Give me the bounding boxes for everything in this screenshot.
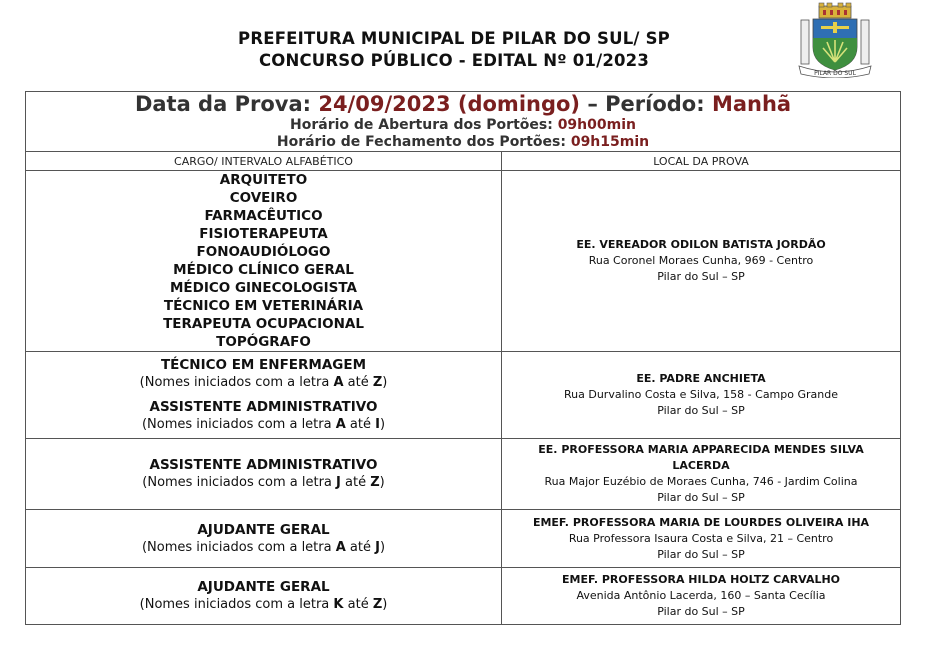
svg-text:PILAR DO SUL: PILAR DO SUL <box>814 70 856 77</box>
cargo-name: MÉDICO CLÍNICO GERAL <box>173 262 354 278</box>
cargo-name: AJUDANTE GERAL <box>197 521 330 538</box>
cargo-cell <box>26 352 502 439</box>
cargo-name: AJUDANTE GERAL <box>197 579 330 595</box>
school-address: Rua Durvalino Costa e Silva, 158 - Campo Grande <box>564 388 838 401</box>
school-city: Pilar do Sul – SP <box>657 270 745 283</box>
school-address: Rua Professora Isaura Costa e Silva, 21 – Centro <box>568 531 834 545</box>
local-cell <box>502 352 901 439</box>
exam-locations-table <box>25 91 901 625</box>
school-city: Pilar do Sul – SP <box>657 605 745 618</box>
cargo-name: FISIOTERAPEUTA <box>199 226 328 242</box>
school-name: EE. VEREADOR ODILON BATISTA JORDÃO <box>576 238 826 251</box>
document-header <box>0 28 926 72</box>
local-cell <box>502 568 901 625</box>
table-row <box>26 439 901 510</box>
school-city: Pilar do Sul – SP <box>657 404 745 417</box>
cargo-cell <box>26 439 502 510</box>
cargo-cell <box>26 171 502 352</box>
gate-open-line: Horário de Abertura dos Portões: 09h00min <box>290 117 636 133</box>
cargo-name: FONOAUDIÓLOGO <box>196 244 331 260</box>
column-header-cargo: CARGO/ INTERVALO ALFABÉTICO <box>26 152 502 171</box>
school-name: EE. PROFESSORA MARIA APPARECIDA MENDES SILVA <box>538 443 864 456</box>
cargo-name: TÉCNICO EM VETERINÁRIA <box>163 298 364 314</box>
exam-info-row <box>26 92 901 152</box>
school-name: EMEF. PROFESSORA MARIA DE LOURDES OLIVEIRA IHA <box>532 515 870 529</box>
letter-range: (Nomes iniciados com a letra K até Z) <box>139 597 388 612</box>
table-row <box>26 568 901 625</box>
school-city: Pilar do Sul – SP <box>657 547 745 561</box>
school-city: Pilar do Sul – SP <box>657 491 745 504</box>
cargo-name: ARQUITETO <box>219 172 308 188</box>
table-row <box>26 171 901 352</box>
gate-close-line: Horário de Fechamento dos Portões: 09h15min <box>276 134 650 150</box>
letter-range: (Nomes iniciados com a letra A até Z) <box>139 375 388 390</box>
cargo-name: TERAPEUTA OCUPACIONAL <box>163 316 364 332</box>
municipal-crest-icon <box>797 2 873 78</box>
cargo-cell <box>26 510 502 568</box>
school-name: EMEF. PROFESSORA HILDA HOLTZ CARVALHO <box>561 573 841 586</box>
school-address: Rua Major Euzébio de Moraes Cunha, 746 - Jardim Colina <box>544 475 858 488</box>
cargo-cell <box>26 568 502 625</box>
school-name: EE. PADRE ANCHIETA <box>636 372 766 385</box>
local-cell <box>502 439 901 510</box>
exam-date-line: Data da Prova: 24/09/2023 (domingo) – Período: Manhã <box>134 92 792 116</box>
school-name-continued: LACERDA <box>672 459 730 472</box>
cargo-name: ASSISTENTE ADMINISTRATIVO <box>149 457 378 473</box>
table-row <box>26 352 901 439</box>
column-header-local: LOCAL DA PROVA <box>502 152 901 171</box>
local-cell <box>502 171 901 352</box>
cargo-name: MÉDICO GINECOLOGISTA <box>169 280 357 296</box>
cargo-name: TOPÓGRAFO <box>216 334 311 350</box>
letter-range: (Nomes iniciados com a letra J até Z) <box>142 475 385 490</box>
header-line-1: PREFEITURA MUNICIPAL DE PILAR DO SUL/ SP <box>238 29 670 48</box>
header-line-2: CONCURSO PÚBLICO - EDITAL Nº 01/2023 <box>258 51 650 70</box>
column-header-row <box>26 152 901 171</box>
letter-range: (Nomes iniciados com a letra A até J) <box>141 539 386 555</box>
exam-period: Manhã <box>711 92 792 116</box>
school-address: Rua Coronel Moraes Cunha, 969 - Centro <box>588 254 814 267</box>
cargo-name: FARMACÊUTICO <box>204 208 323 224</box>
gate-close-time: 09h15min <box>570 134 650 150</box>
cargo-name: ASSISTENTE ADMINISTRATIVO <box>149 399 378 415</box>
gate-open-time: 09h00min <box>557 117 636 133</box>
table-row <box>26 510 901 568</box>
letter-range: (Nomes iniciados com a letra A até I) <box>141 417 386 432</box>
local-cell <box>502 510 901 568</box>
school-address: Avenida Antônio Lacerda, 160 – Santa Cecília <box>576 589 826 602</box>
cargo-name: COVEIRO <box>229 190 298 206</box>
exam-date: 24/09/2023 (domingo) <box>318 92 581 116</box>
cargo-name: TÉCNICO EM ENFERMAGEM <box>160 357 367 373</box>
